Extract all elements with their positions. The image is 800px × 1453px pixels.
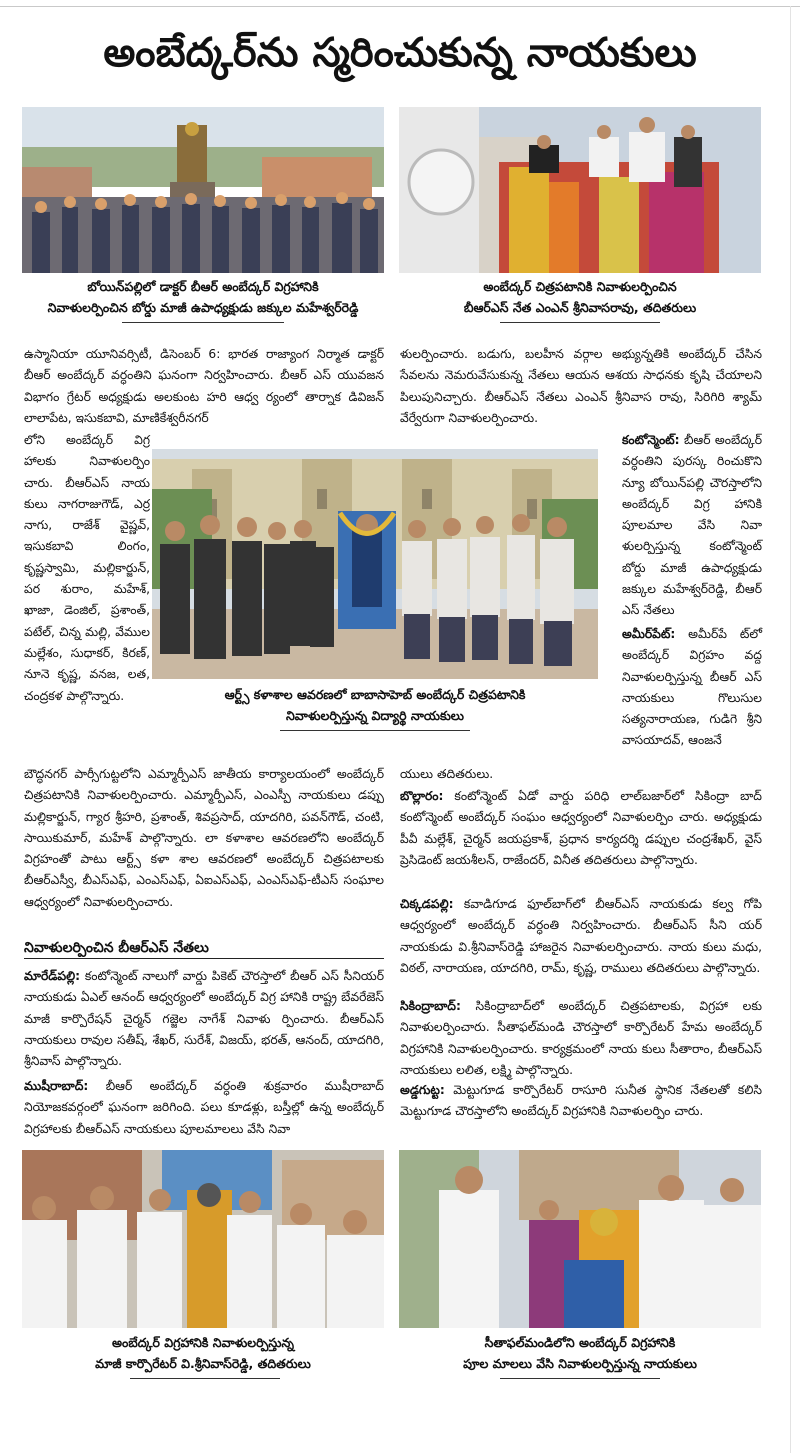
location-label: ముషీరాబాద్:	[24, 1079, 89, 1093]
article-intro-continued: లోని అంబేద్కర్ విగ్ర హాలకు నివాళులర్పిం చారు. బీఆర్ఎస్ నాయ కులు నాగరాజుగౌడ్, ఎర్ర నాగు, రాజేశ్ వైష్ణవ్, ఇసుకబావి లింగం, కృష్ణస్వామి, మల్లికార్జున్, పర శురాం, మహేశ్, ఖాజా, డెంజిల్, ప్రశాంత్, పటేల్, చిన్న మల్లి, వేముల మల్లేశం, సుధాకర్, కిరణ్, నూనె కృష్ణ, వనజ, లత, చంద్రకళ పాల్గొన్నారు.	[24, 433, 150, 703]
location-label: బొల్లారం:	[400, 789, 444, 803]
caption-top-left: బోయిన్‌పల్లిలో డాక్టర్ బీఆర్ అంబేద్కర్ విగ్రహానికి నివాళులర్పించిన బోర్డు మాజీ ఉపాధ్యక్షుడు జక్కుల మహేశ్వర్‌రెడ్డి	[47, 279, 359, 315]
photo-corporator-statue	[22, 1150, 384, 1328]
location-label: చిక్కడపల్లి:	[400, 897, 454, 911]
section-rule	[24, 958, 384, 959]
caption-bottom-left: అంబేద్కర్ విగ్రహానికి నివాళులర్పిస్తున్న మాజీ కార్పొరేటర్ వి.శ్రీనివాస్‌రెడ్డి, తదితరులు	[95, 1335, 311, 1371]
paragraph-musheerabad: ముషీరాబాద్: బీఆర్ అంబేద్కర్ వర్ధంతి శుక్రవారం ముషీరాబాద్ నియోజకవర్గంలో ఘనంగా జరిగింది. పలు కూడళ్లు, బస్తీల్లో ఉన్న అంబేద్కర్ విగ్రహాలకు బీఆర్ఎస్ నాయకులు పూలమాలలు వేసి నివా	[24, 1079, 384, 1136]
photo-arts-college	[152, 449, 598, 679]
paragraph-secunderabad: సికింద్రాబాద్: సికింద్రాబాద్‌లో అంబేద్కర్ చిత్రపటాలకు, విగ్రహా లకు నివాళులర్పించారు. సీతాఫల్‌మండి చౌరస్తాలో కార్పొరేటర్ హేమ అంబేద్కర్ విగ్రహానికి నివాళులర్పించారు. కార్యక్రమంలో నాయ కులు సీతారాం, బీఆర్ఎస్ నాయకులు లలిత, లక్ష్మి పాల్గొన్నారు.	[400, 999, 762, 1077]
location-label: మారేడ్‌పల్లి:	[24, 969, 81, 983]
caption-center: ఆర్ట్స్ కళాశాల ఆవరణలో బాబాసాహెబ్ అంబేద్కర్ చిత్రపటానికి నివాళులర్పిస్తున్న విద్యార్థి నాయకులు	[224, 687, 526, 723]
location-label: అమీర్‌పేట్:	[622, 627, 676, 641]
photo-boinpally-statue	[22, 107, 384, 273]
caption-bottom-right: సీతాఫల్‌మండిలోని అంబేద్కర్ విగ్రహానికి పూల మాలలు వేసి నివాళులర్పిస్తున్న నాయకులు	[463, 1335, 697, 1371]
paragraph-chikkadpally: చిక్కడపల్లి: కవాడిగూడ ఫూల్‌బాగ్‌లో బీఆర్ఎస్ నాయకుడు కల్వ గోపి ఆధ్వర్యంలో అంబేద్కర్ వర్ధంతి నిర్వహించారు. బీఆర్ఎస్ సీని యర్ నాయకుడు వి.శ్రీనివాస్‌రెడ్డి హాజరైన నివాళులర్పించారు. నాయ కులు మధు, విఠల్, నారాయణ, యాదగిరి, రామ్, కృష్ణ, రాములు తదితరులు పాల్గొన్నారు.	[400, 897, 762, 975]
section-subheading: నివాళులర్పించిన బీఆర్ఎస్ నేతలు	[24, 940, 209, 956]
right-border	[790, 6, 791, 1453]
location-label: కంటోన్మెంట్:	[622, 433, 680, 447]
top-border	[0, 6, 800, 7]
article-continued: ళులర్పించారు. బడుగు, బలహీన వర్గాల అభ్యున్నతికి అంబేద్కర్ చేసిన సేవలను నెమరువేసుకున్న నేతలు ఆయన ఆశయ సాధనకు కృషి చేయాలని పిలుపునిచ్చారు. బీఆర్ఎస్ నేతలు ఎంఎన్ శ్రీనివాస రావు, సిరిగిరి శ్యామ్ వేర్వేరుగా నివాళులర్పించారు.	[400, 347, 762, 425]
photo-seethaphalmandi-statue	[399, 1150, 761, 1328]
location-label: సికింద్రాబాద్:	[400, 999, 461, 1013]
caption-underline	[122, 322, 284, 323]
paragraph-marredpally: మారేడ్‌పల్లి: కంటోన్మెంట్ నాలుగో వార్డు పికెట్ చౌరస్తాలో బీఆర్ ఎస్ సీనియర్ నాయకుడు ఏఎల్ ఆనంద్ ఆధ్వర్యంలో అంబేద్కర్ విగ్ర హానికి రాష్ట్ర బేవరేజెస్ మాజీ కార్పొరేషన్ చైర్మన్ గజ్జెల నాగేశ్ నివాళు ర్పించారు. బీఆర్ఎస్ నాయకులు రావుల సతీష్, శేఖర్, సురేశ్, విజయ్, భరత్, ఆనంద్, యాదగిరి, శ్రీనివాస్ పాల్గొన్నారు.	[24, 969, 384, 1069]
photo-portrait-garland	[399, 107, 761, 273]
paragraph-bolarum: బొల్లారం: కంటోన్మెంట్ ఏడో వార్డు పరిధి లాల్‌బజార్‌లో సికింద్రా బాద్ కంటోన్మెంట్ అంబేద్కర్ సంఘం ఆధ్వర్యంలో నివాళులర్పిం చారు. అధ్యక్షుడు పీవీ మల్లేశ్, చైర్మన్ జయప్రకాశ్, ప్రధాన కార్యదర్శి డప్పుల చంద్రశేఖర్, వైస్ ప్రెసిడెంట్ జయశీలన్, రాజేందర్, వినీత తదితరులు పాల్గొన్నారు.	[400, 789, 762, 867]
headline: అంబేద్కర్‌ను స్మరించుకున్న నాయకులు	[103, 30, 697, 76]
paragraph-ameerpet: అమీర్‌పేట్: అమీర్‌పే ట్‌లో అంబేద్కర్ విగ్రహం వద్ద నివాళులర్పిస్తున్న బీఆర్ ఎస్ నాయకులు గొలుసుల సత్యనారాయణ, గుడిగె శ్రీని వాసయాదవ్, ఆంజనే	[622, 627, 762, 748]
caption-underline	[500, 1378, 660, 1379]
caption-underline	[130, 1378, 280, 1379]
paragraph-boudhanagar: బౌద్ధనగర్ పార్సీగుట్టలోని ఎమ్మార్పీఎస్ జాతీయ కార్యాలయంలో అంబేద్కర్ చిత్రపటానికి నివాళులర్పించారు. ఎమ్మార్పీఎస్, ఎంఎస్పీ నాయకులు డప్పు మల్లికార్జున్, గ్యార శ్రీహరి, ప్రశాంత్, శివప్రసాద్, యాదగిరి, పవన్‌గౌడ్, చంటి, సాయికుమార్, మహేశ్ పాల్గొన్నారు. లా కళాశాల ఆవరణలోని అంబేద్కర్ విగ్రహంతో పాటు ఆర్ట్స్ కళా శాల ఆవరణలో అంబేద్కర్ చిత్రపటాలకు బీఆర్ఎస్వీ, బీఎస్ఎఫ్, ఎంఎస్ఎఫ్, ఏఐఎస్ఎఫ్, ఎంఎస్ఎఫ్-టీఎస్ సంఘాల ఆధ్వర్యంలో నివాళులర్పించారు.	[24, 767, 384, 909]
paragraph-cantonment: కంటోన్మెంట్: బీఆర్ అంబేద్కర్ వర్ధంతిని పురస్క రించుకొని న్యూ బోయిన్‌పల్లి చౌరస్తాలోని అంబేద్కర్ విగ్ర హానికి పూలమాల వేసి నివా ళులర్పిస్తున్న కంటోన్మెంట్ బోర్డు మాజీ ఉపాధ్యక్షుడు జక్కుల మహేశ్వర్‌రెడ్డి, బీఆర్ ఎస్ నేతలు	[622, 433, 762, 618]
caption-underline	[280, 730, 470, 731]
location-label: అడ్డగుట్ట:	[400, 1083, 445, 1097]
caption-underline	[500, 322, 660, 323]
paragraph-ameerpet-end: యులు తదితరులు.	[400, 767, 494, 781]
paragraph-addagutta: అడ్డగుట్ట: మెట్టుగూడ కార్పొరేటర్ రాసూరి సునీత స్థానిక నేతలతో కలిసి మెట్టుగూడ చౌరస్తాలోని అంబేద్కర్ విగ్రహానికి నివాళులర్పిం చారు.	[400, 1083, 762, 1119]
caption-top-right: అంబేద్కర్ చిత్రపటానికి నివాళులర్పించిన బీఆర్ఎస్ నేత ఎంఎన్ శ్రీనివాసరావు, తదితరులు	[463, 279, 697, 315]
article-intro: ఉస్మానియా యూనివర్సిటీ, డిసెంబర్ 6: భారత రాజ్యాంగ నిర్మాత డాక్టర్ బీఆర్ అంబేద్కర్ వర్ధంతిని ఘనంగా నిర్వహించారు. బీఆర్ ఎస్ యువజన విభాగం గ్రేటర్ అధ్యక్షుడు అలకుంట హరి ఆధ్వ ర్యంలో తార్నాక డివిజన్ లాలాపేట, ఇసుకబావి, మాణికేశ్వరీనగర్	[24, 347, 384, 425]
